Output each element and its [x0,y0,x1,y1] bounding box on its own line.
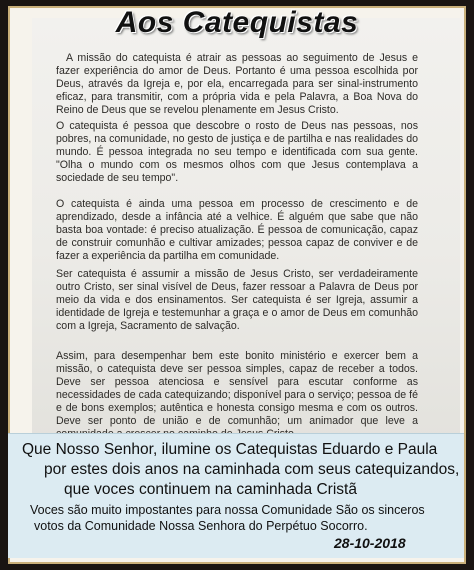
dedication-line-5: votos da Comunidade Nossa Senhora do Perpétuo Socorro. [34,519,368,533]
page-title: Aos Catequistas [115,6,359,39]
paragraph-missao: A missão do catequista é atrair as pessoas ao seguimento de Jesus e fazer experiência do amor de Deus. Portanto é uma pessoa escolhida por Deus, através da Igreja e, por ela, encarregada para ser sinal-instrumento eficaz, para transmitir, com a própria vida e pela Palavra, a Boa Nova do Reino de Deus que se revelou plenamente em Jesus Cristo. [56,52,418,116]
paragraph-ser-catequista: Ser catequista é assumir a missão de Jesus Cristo, ser verdadeiramente outro Cristo, ser sinal visível de Deus, fazer ressoar a Palavra de Deus por meio da vida e dos ensinamentos. Ser catequista é ser Igreja, assumir a identidade de Igreja e testemunhar a graça e o amor de Deus em comunhão com a Igreja, Sacramento de salvação. [56,268,418,332]
paragraph-ministerio: Assim, para desempenhar bem este bonito ministério e exercer bem a missão, o catequista deve ser pessoa simples, capaz de receber a todos. Deve ser pessoa atenciosa e sensível para escutar conforme as necessidades de cada catequizando; disponível para o serviço; pessoa de fé e de bons exemplos; autêntica e honesta consigo mesma e com os outros. Deve ser ponto de união e de comunhão; um animador que leve a [56,350,418,427]
paragraph-crescimento: O catequista é ainda uma pessoa em processo de crescimento e de aprendizado, desde a infância até a velhice. É alguém que sabe que não basta boa vontade: é preciso atualização. É pessoa de comunicação, capaz de construir comunhão e cultivar amizades; pessoa capaz de conviver e de fazer a experiência da partilha em comunidade. [56,198,418,262]
dedication-line-3: que voces continuem na caminhada Cristã [64,481,357,498]
dedication-box [8,433,464,558]
paragraph-rosto-de-deus: O catequista é pessoa que descobre o rosto de Deus nas pessoas, nos pobres, na comunidade, no gesto de justiça e de partilha e nas realidades do mundo. É pessoa integrada no seu tempo e identificada com sua gente. "Olha o mundo com os mesmos olhos com que Jesus contemplava a sociedade de seu tempo". [56,120,418,184]
dedication-date: 28-10-2018 [334,535,406,551]
dedication-line-2: por estes dois anos na caminhada com seus catequizandos, [44,461,460,478]
dedication-line-4: Voces são muito impostantes para nossa Comunidade São os sinceros [30,503,425,517]
dedication-line-1: Que Nosso Senhor, ilumine os Catequistas Eduardo e Paula [22,441,438,458]
